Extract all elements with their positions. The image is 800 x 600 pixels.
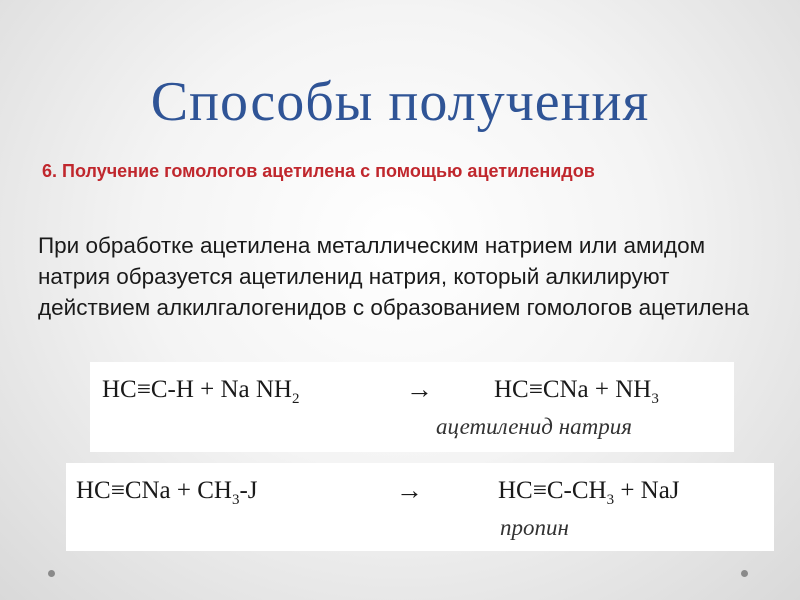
equation-2-product-text: HC≡C-CH bbox=[498, 477, 607, 504]
equation-1-reactants bbox=[102, 376, 300, 408]
equation-1-product-name: ацетиленид натрия bbox=[436, 414, 632, 439]
equation-2-reactant-text: HC≡CNa + CH bbox=[76, 477, 232, 504]
equation-2-product-suffix: + NaJ bbox=[614, 477, 680, 504]
equation-2-reactant-subscript: 3 bbox=[231, 492, 240, 508]
body-paragraph: При обработке ацетилена металлическим натрием или амидом натрия образуется ацетиленид натрия, который алкилируют действием алкилгалогенидов с образованием гомологов ацетилена bbox=[38, 233, 749, 320]
equation-2-products bbox=[498, 477, 680, 509]
equation-1-image bbox=[90, 362, 734, 452]
slide-title: Способы получения bbox=[150, 71, 650, 133]
equation-1-product-subscript: 3 bbox=[651, 391, 659, 407]
equation-2-product-subscript: 3 bbox=[606, 492, 615, 508]
corner-dot-left bbox=[48, 570, 55, 577]
equation-1-reactant-text: HC≡C-H + Na NH bbox=[102, 376, 292, 403]
equation-2-reactant-suffix: -J bbox=[239, 477, 258, 504]
equation-2-image bbox=[66, 463, 774, 551]
equation-1-product-text: HC≡CNa + NH bbox=[494, 376, 652, 403]
equation-2-arrow: → bbox=[396, 475, 423, 505]
slide-subtitle: 6. Получение гомологов ацетилена с помощью ацетиленидов bbox=[42, 161, 595, 181]
equation-1-reactant-subscript: 2 bbox=[292, 391, 300, 407]
equation-1-products bbox=[494, 376, 659, 408]
equation-2-product-name: пропин bbox=[500, 515, 569, 540]
equation-1-arrow: → bbox=[406, 374, 433, 404]
corner-dot-right bbox=[741, 570, 748, 577]
equation-2-reactants bbox=[76, 477, 258, 509]
